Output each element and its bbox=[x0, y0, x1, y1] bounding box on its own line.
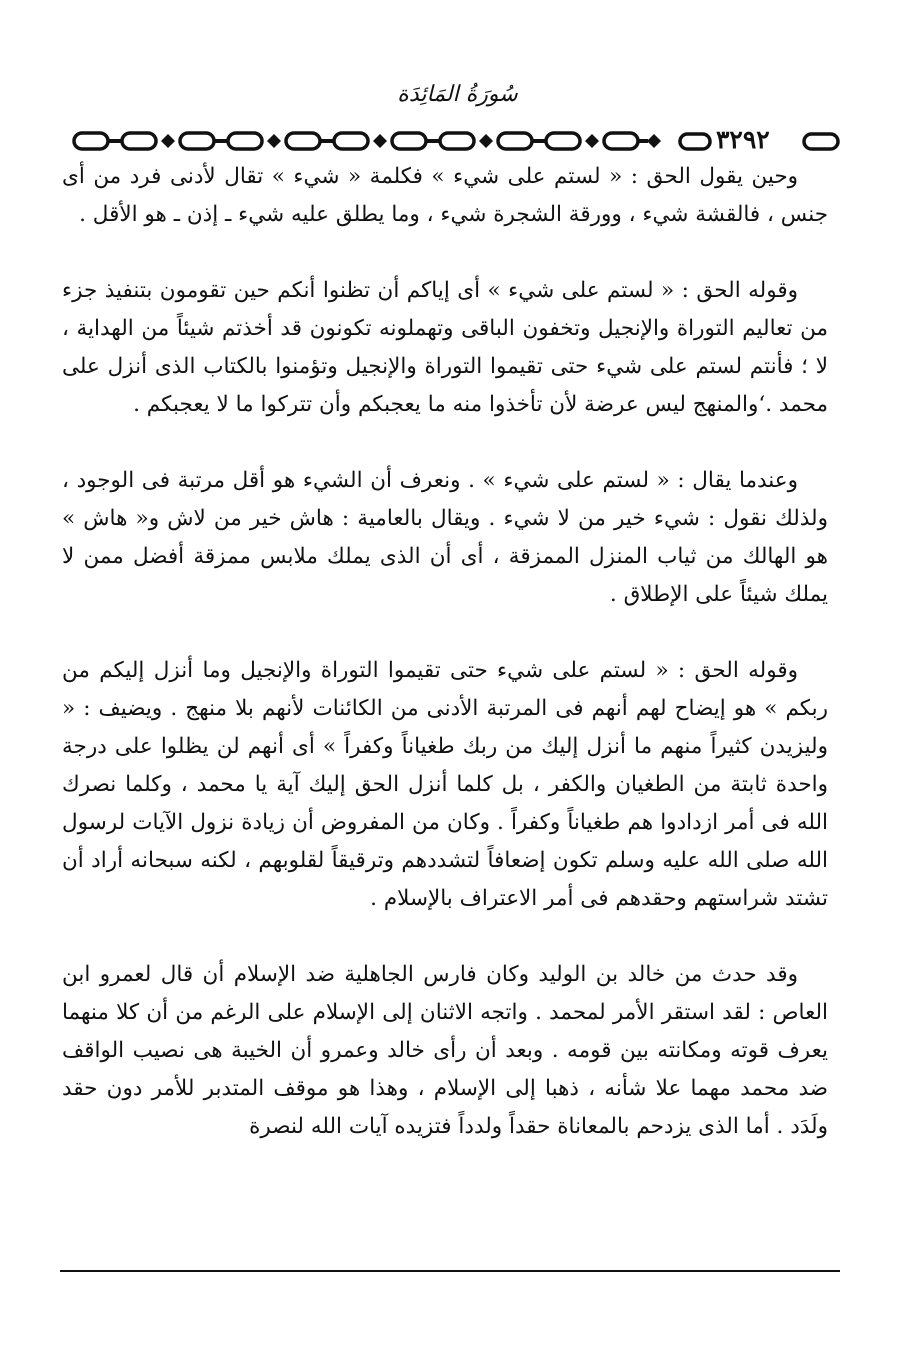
bottom-divider bbox=[60, 1270, 840, 1272]
paragraph: وقد حدث من خالد بن الوليد وكان فارس الجاهلية ضد الإسلام أن قال لعمرو ابن العاص : لقد استقر الأمر لمحمد . واتجه الاثنان إلى الإسلام على الرغم من أن كلا منهما يعرف قوته ومكانته بين قومه . وبعد أن رأى خالد وعمرو أن الخيبة هى نصيب الواقف ضد محمد مهما علا شأنه ، ذهبا إلى الإسلام ، وهذا هو موقف المتدبر للأمر دون حقد ولَدَد . أما الذى يزدحم بالمعاناة حقداً ولدداً فتزيده آيات الله لنصرة bbox=[62, 962, 828, 1139]
decorative-chain-border bbox=[70, 126, 670, 156]
paragraph: وحين يقول الحق : « لستم على شيء » فكلمة « شيء » تقال لأدنى فرد من أى جنس ، فالقشة شيء ، وورقة الشجرة شيء ، وما يطلق عليه شيء ـ إذن ـ هو الأقل . bbox=[62, 164, 828, 227]
page-number: ٣٢٩٢ bbox=[716, 125, 770, 154]
paragraph: وقوله الحق : « لستم على شيء » أى إياكم أن تظنوا أنكم حين تقومون بتنفيذ جزء من تعاليم التوراة والإنجيل وتخفون الباقى وتهملونه تكونون قد أخذتم شيئاً من الهداية ، لا ؛ فأنتم لستم على شيء حتى تقيموا التوراة والإنجيل وتؤمنوا بالكتاب الذى أنزل على محمد .‘والمنهج ليس عرضة لأن تأخذوا منه ما يعجبكم وأن تتركوا ما لا يعجبكم . bbox=[62, 278, 828, 417]
paragraph: وعندما يقال : « لستم على شيء » . ونعرف أن الشيء هو أقل مرتبة فى الوجود ، ولذلك نقول : شيء خير من لا شيء . ويقال بالعامية : هاش خير من لاش و« هاش » هو الهالك من ثياب المنزل الممزقة ، أى أن الذى يملك ملابس ممزقة أفضل ممن لا يملك شيئاً على الإطلاق . bbox=[62, 468, 828, 607]
page-number-frame bbox=[676, 126, 844, 156]
body-text bbox=[62, 158, 828, 1184]
surah-title: سُورَةُ المَائِدَة bbox=[397, 82, 518, 107]
paragraph: وقوله الحق : « لستم على شيء حتى تقيموا التوراة والإنجيل وما أنزل إليكم من ربكم » هو إيضاح لهم أنهم فى المرتبة الأدنى من الكائنات لأنهم بلا منهج . ويضيف : « وليزيدن كثيراً منهم ما أنزل إليك من ربك طغياناً وكفراً » أى أنهم لن يظلوا على درجة واحدة ثابتة من الطغيان والكفر ، بل كلما أنزل الحق إليك آية يا محمد ، وكلما نصرك الله فى أمر ازدادوا هم طغياناً وكفراً . وكان من المفروض أن زيادة نزول الآيات لرسول الله صلى الله عليه وسلم تكون إضعافاً لتشددهم وترقيقاً لقلوبهم ، لكنه سبحانه أراد أن تشتد شراستهم وحقدهم فى أمر الاعتراف بالإسلام . bbox=[62, 658, 828, 911]
